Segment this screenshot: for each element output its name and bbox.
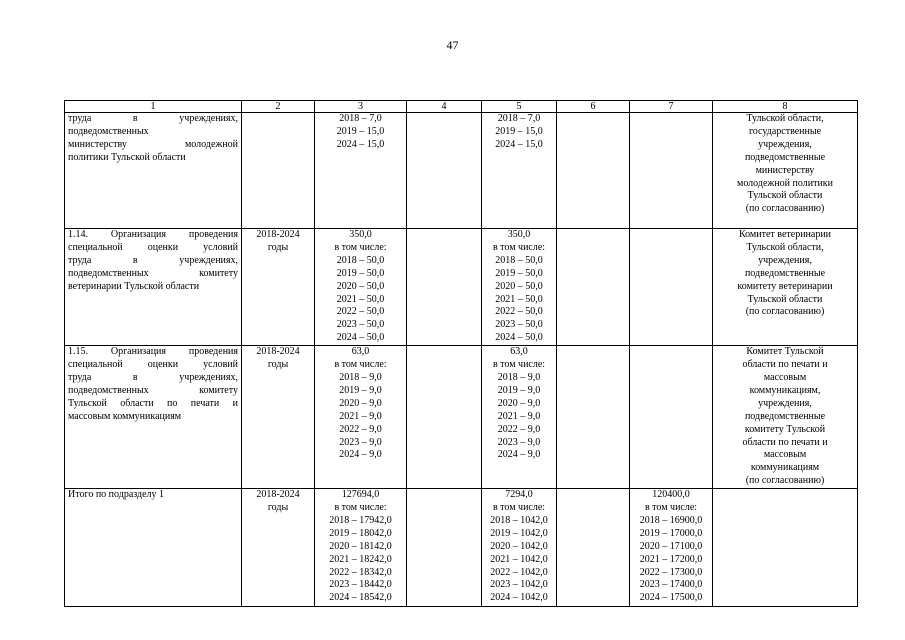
funding-col4-cell <box>407 113 482 229</box>
cell-text-line: в том числе: <box>334 359 387 371</box>
cell-text-line: 2024 – 17500,0 <box>639 592 703 604</box>
cell-text-line: подведомственных комитету <box>68 267 238 279</box>
cell-text-line: (по согласованию) <box>745 306 825 318</box>
measure-name-cell <box>65 113 242 229</box>
cell-text-line: в том числе: <box>334 502 387 514</box>
cell-text-line: учреждения, <box>758 254 812 266</box>
cell-text-line: государственные <box>748 125 822 137</box>
table-row <box>65 489 858 607</box>
cell-text-line: 2024 – 50,0 <box>495 332 543 344</box>
cell-text-line: ветеринарии Тульской области <box>68 280 200 292</box>
cell-text-line: области по печати и <box>742 436 828 448</box>
cell-text-line: 2022 – 18342,0 <box>329 566 392 578</box>
funding-col6-cell <box>557 113 630 229</box>
cell-text-line: в том числе: <box>492 359 546 371</box>
funding-col5-cell <box>482 113 557 229</box>
table-row <box>65 113 858 229</box>
cell-text-line: 2021 – 1042,0 <box>490 553 548 565</box>
cell-text-line: 7294,0 <box>505 489 533 501</box>
cell-text-line: годы <box>267 241 289 253</box>
cell-text-line: массовым коммуникациям <box>68 410 182 422</box>
cell-text-line: 2022 – 17300,0 <box>639 566 703 578</box>
cell-text-line: 2024 – 9,0 <box>339 449 382 461</box>
program-table <box>64 100 858 607</box>
cell-text-line: 2018 – 7,0 <box>497 113 541 124</box>
cell-text-line: 2023 – 9,0 <box>339 436 382 448</box>
cell-text-line: 2021 – 17200,0 <box>639 553 703 565</box>
funding-col4-cell <box>407 489 482 607</box>
cell-text-line: 1.15. Организация проведения <box>68 346 238 358</box>
cell-text-line: Тульской области <box>747 293 823 305</box>
cell-text-line: политики Тульской области <box>68 151 186 163</box>
cell-text-line: 2018 – 16900,0 <box>639 514 703 526</box>
cell-text-line: 2019 – 50,0 <box>336 267 385 279</box>
cell-text-line: 350,0 <box>349 229 372 240</box>
funding-col5-cell <box>482 346 557 489</box>
cell-text-line: 2021 – 9,0 <box>339 410 382 422</box>
funding-col7-cell <box>630 229 713 346</box>
cell-text-line: 2024 – 1042,0 <box>490 592 548 604</box>
cell-text-line: 2018 – 9,0 <box>497 371 541 383</box>
cell-text-line: 2020 – 50,0 <box>495 280 543 292</box>
cell-text-line: комитету Тульской <box>744 423 826 435</box>
column-number: 6 <box>557 101 630 113</box>
cell-text-line: 63,0 <box>510 346 528 358</box>
cell-text-line: комитету ветеринарии <box>737 280 833 292</box>
cell-text-line: 2019 – 17000,0 <box>639 527 703 539</box>
cell-text-line: подведомственные <box>744 151 826 163</box>
cell-text-line: Тульской области, <box>746 113 824 124</box>
cell-text-line: 2018 – 1042,0 <box>490 514 548 526</box>
cell-text-line: 2021 – 9,0 <box>497 410 541 422</box>
funding-col5-cell <box>482 489 557 607</box>
total-funding-cell <box>315 229 407 346</box>
funding-col7-cell <box>630 113 713 229</box>
measure-name-cell <box>65 229 242 346</box>
funding-col4-cell <box>407 229 482 346</box>
cell-text-line: 2018-2024 <box>256 489 300 501</box>
cell-text-line: 2024 – 50,0 <box>336 332 385 344</box>
cell-text-line: подведомственные <box>744 267 826 279</box>
period-cell <box>242 113 315 229</box>
cell-text-line: Тульской области <box>747 190 823 202</box>
cell-text-line: 2018 – 50,0 <box>495 254 543 266</box>
cell-text-line: коммуникациям, <box>749 384 821 396</box>
column-number: 3 <box>315 101 407 113</box>
cell-text-line: (по согласованию) <box>745 203 825 215</box>
total-funding-cell <box>315 346 407 489</box>
executor-cell <box>713 489 858 607</box>
cell-text-line: 2024 – 9,0 <box>497 449 541 461</box>
cell-text-line: 2022 – 50,0 <box>495 306 543 318</box>
cell-text-line: 2020 – 9,0 <box>497 397 541 409</box>
cell-text-line: 2018 – 50,0 <box>336 254 385 266</box>
cell-text-line: в том числе: <box>492 241 546 253</box>
page-number: 47 <box>446 38 459 52</box>
executor-cell <box>713 346 858 489</box>
funding-col6-cell <box>557 489 630 607</box>
cell-text-line: подведомственных <box>68 125 149 137</box>
funding-col7-cell <box>630 489 713 607</box>
cell-text-line: специальной оценки условий <box>68 241 238 253</box>
cell-text-line: 2021 – 50,0 <box>495 293 543 305</box>
cell-text-line: Тульской области по печати и <box>68 397 238 409</box>
cell-text-line: молодежной политики <box>736 177 834 189</box>
cell-text-line: 2018-2024 <box>256 229 300 240</box>
cell-text-line: 2018 – 9,0 <box>339 371 382 383</box>
cell-text-line: в том числе: <box>492 502 546 514</box>
cell-text-line: массовым <box>763 371 807 383</box>
measure-name-cell <box>65 346 242 489</box>
cell-text-line: области по печати и <box>742 359 828 371</box>
total-funding-cell <box>315 113 407 229</box>
cell-text-line: 2019 – 9,0 <box>497 384 541 396</box>
column-number: 1 <box>65 101 242 113</box>
cell-text-line: в том числе: <box>334 241 387 253</box>
cell-text-line: Итого по подразделу 1 <box>68 489 165 501</box>
cell-text-line: подведомственные <box>744 410 826 422</box>
cell-text-line: 2020 – 9,0 <box>339 397 382 409</box>
cell-text-line: 2020 – 17100,0 <box>639 540 703 552</box>
funding-col5-cell <box>482 229 557 346</box>
cell-text-line: министерству <box>755 164 815 176</box>
period-cell <box>242 346 315 489</box>
cell-text-line: 2022 – 1042,0 <box>490 566 548 578</box>
cell-text-line: 2019 – 1042,0 <box>490 527 548 539</box>
cell-text-line: 2018 – 7,0 <box>339 113 382 124</box>
cell-text-line: 127694,0 <box>341 489 380 501</box>
cell-text-line: подведомственных комитету <box>68 384 238 396</box>
cell-text-line: годы <box>267 359 289 371</box>
column-number: 5 <box>482 101 557 113</box>
cell-text-line: 2020 – 50,0 <box>336 280 385 292</box>
funding-col6-cell <box>557 346 630 489</box>
cell-text-line: 2019 – 9,0 <box>339 384 382 396</box>
cell-text-line: 2019 – 50,0 <box>495 267 543 279</box>
cell-text-line: 2019 – 15,0 <box>336 125 385 137</box>
measure-name-cell <box>65 489 242 607</box>
cell-text-line: 63,0 <box>351 346 370 358</box>
period-cell <box>242 489 315 607</box>
cell-text-line: (по согласованию) <box>745 475 825 487</box>
table-row <box>65 229 858 346</box>
cell-text-line: 2022 – 9,0 <box>339 423 382 435</box>
cell-text-line: 2021 – 18242,0 <box>329 553 392 565</box>
column-number: 7 <box>630 101 713 113</box>
cell-text-line: труда в учреждениях, <box>68 371 238 383</box>
cell-text-line: 2024 – 18542,0 <box>329 592 392 604</box>
column-number-row <box>65 101 858 113</box>
funding-col6-cell <box>557 229 630 346</box>
cell-text-line: 2023 – 18442,0 <box>329 579 392 591</box>
total-funding-cell <box>315 489 407 607</box>
cell-text-line: 2018-2024 <box>256 346 300 358</box>
cell-text-line: 2023 – 50,0 <box>495 319 543 331</box>
cell-text-line: 2018 – 17942,0 <box>329 514 392 526</box>
cell-text-line: 2021 – 50,0 <box>336 293 385 305</box>
cell-text-line: министерству молодежной <box>68 138 238 150</box>
cell-text-line: специальной оценки условий <box>68 359 238 371</box>
cell-text-line: 2020 – 18142,0 <box>329 540 392 552</box>
column-number: 2 <box>242 101 315 113</box>
cell-text-line: 2024 – 15,0 <box>495 138 543 150</box>
cell-text-line: 1.14. Организация проведения <box>68 229 238 240</box>
cell-text-line: 2024 – 15,0 <box>336 138 385 150</box>
cell-text-line: Комитет Тульской <box>746 346 824 358</box>
cell-text-line: Тульской области, <box>746 241 824 253</box>
cell-text-line: 2019 – 15,0 <box>495 125 543 137</box>
cell-text-line: 2023 – 50,0 <box>336 319 385 331</box>
cell-text-line: 350,0 <box>507 229 531 240</box>
cell-text-line: коммуникациям <box>750 462 820 474</box>
cell-text-line: 120400,0 <box>652 489 690 501</box>
cell-text-line: 2022 – 9,0 <box>497 423 541 435</box>
cell-text-line: учреждения, <box>758 138 812 150</box>
cell-text-line: 2022 – 50,0 <box>336 306 385 318</box>
executor-cell <box>713 113 858 229</box>
column-number: 4 <box>407 101 482 113</box>
cell-text-line: годы <box>267 502 289 514</box>
executor-cell <box>713 229 858 346</box>
funding-col4-cell <box>407 346 482 489</box>
cell-text-line: 2023 – 9,0 <box>497 436 541 448</box>
cell-text-line: Комитет ветеринарии <box>738 229 832 240</box>
funding-col7-cell <box>630 346 713 489</box>
cell-text-line: массовым <box>763 449 807 461</box>
cell-text-line: 2023 – 1042,0 <box>490 579 548 591</box>
cell-text-line: учреждения, <box>758 397 812 409</box>
cell-text-line: в том числе: <box>644 502 698 514</box>
cell-text-line: 2023 – 17400,0 <box>639 579 703 591</box>
column-number: 8 <box>713 101 858 113</box>
period-cell <box>242 229 315 346</box>
cell-text-line: труда в учреждениях, <box>68 254 238 266</box>
cell-text-line: 2019 – 18042,0 <box>329 527 392 539</box>
table-row <box>65 346 858 489</box>
cell-text-line: труда в учреждениях, <box>68 113 238 124</box>
cell-text-line: 2020 – 1042,0 <box>490 540 548 552</box>
